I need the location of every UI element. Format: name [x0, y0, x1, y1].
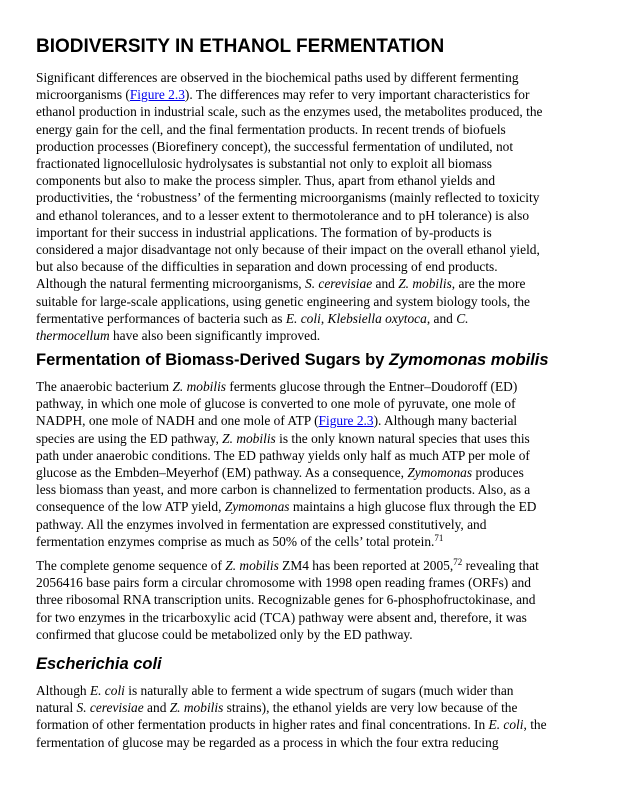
section-heading-zymomonas: Fermentation of Biomass-Derived Sugars by Zymomonas mobilis [36, 351, 549, 369]
page-title: BIODIVERSITY IN ETHANOL FERMENTATION [36, 36, 445, 57]
figure-2-3-link[interactable]: Figure 2.3 [318, 413, 374, 429]
genome-paragraph: The complete genome sequence of Z. mobilis ZM4 has been reported at 2005,72 revealing that 2056416 base pairs form a circular chromosome with 1998 open reading frames (ORFs) and three ribosomal RNA transcription units. Recognizable genes for 6-phosphofructokinase, and for two enzymes in the tricarboxylic acid (TCA) pathway were absent and, therefore, it was confirmed that glucose could be metabolized only by the ED pathway. [36, 557, 539, 642]
intro-paragraph: Significant differences are observed in the biochemical paths used by different fermenting microorganisms (Figure 2.3). The differences may refer to very important characteristics for ethanol production in industrial scale, such as the enzymes used, the metabolites produced, the energy gain for the cell, and the final fermentation products. In recent trends of biofuels production processes (Biorefinery concept), the successful fermentation of undiluted, not fractionated lignocellulosic hydrolysates is substantial not only to exploit all biomass components but also to make the process simpler. Thus, apart from ethanol yields and productivities, the ‘robustness’ of the fermenting microorganisms (mainly reflected to toxicity and ethanol tolerances, and to a lesser extent to thermotolerance and to pH tolerance) is also important for their success in industrial applications. The formation of by-products is considered a major disadvantage not only because of their impact on the overall ethanol yield, but also because of the difficulties in separation and down processing of end products. Although the natural fermenting microorganisms, S. cerevisiae and Z. mobilis, are the more suitable for large-scale applications, using genetic engineering and system biology tools, the fermentative performances of bacteria such as E. coli, Klebsiella oxytoca, and C. thermocellum have also been significantly improved. [36, 70, 543, 344]
reference-71[interactable]: 71 [434, 532, 444, 543]
reference-72[interactable]: 72 [453, 557, 463, 567]
figure-2-3-link[interactable]: Figure 2.3 [129, 87, 185, 103]
zymomonas-paragraph: The anaerobic bacterium Z. mobilis ferments glucose through the Entner–Doudoroff (ED) pathway, in which one mole of glucose is converted to one mole of pyruvate, one mole of NADPH, one mole of NADH and one mole of ATP (Figure 2.3). Although many bacterial species are using the ED pathway, Z. mobilis is the only known natural species that uses this path under anaerobic conditions. The ED pathway yields only half as much ATP per mole of glucose as the Embden–Meyerhof (EM) pathway. As a consequence, Zymomonas produces less biomass than yeast, and more carbon is channelized to fermentation products. Also, as a consequence of the low ATP yield, Zymomonas maintains a high glucose flux through the ED pathway. All the enzymes involved in fermentation are expressed constitutively, and fermentation enzymes comprise as much as 50% of the cells’ total protein.$^{71}$ [36, 379, 537, 549]
section-heading-ecoli: Escherichia coli [36, 655, 162, 673]
ecoli-paragraph: Although E. coli is naturally able to ferment a wide spectrum of sugars (much wider than natural S. cerevisiae and Z. mobilis strains), the ethanol yields are very low because of the formation of other fermentation products in higher rates and final concentrations. In E. coli, the fermentation of glucose may be regarded as a process in which the four extra reducing [36, 683, 547, 750]
